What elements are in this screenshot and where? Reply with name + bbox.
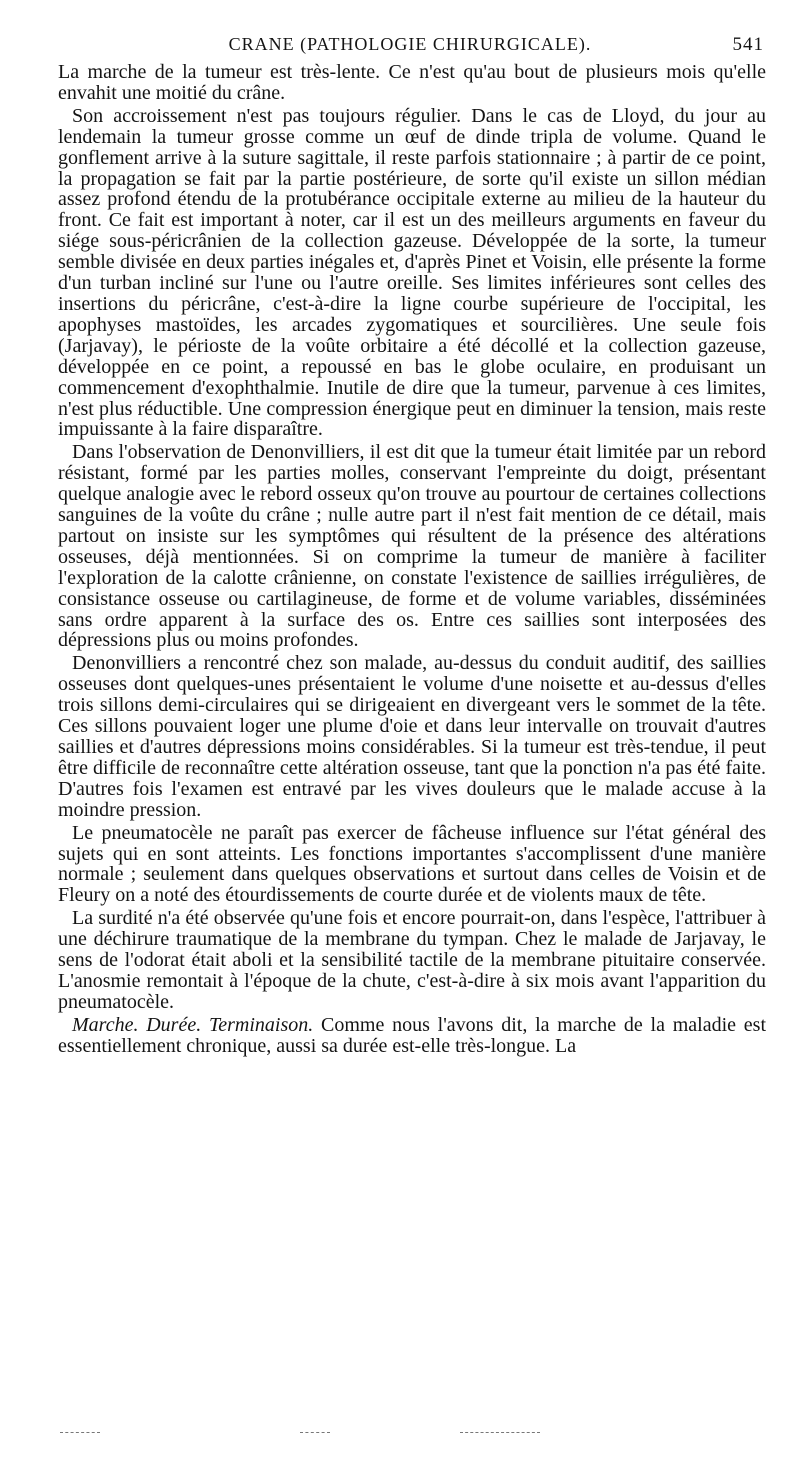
artifact-dash	[460, 1432, 540, 1434]
paragraph-4: Denonvilliers a rencontré chez son malade, au-dessus du conduit auditif, des saillies osseuses dont quelques-unes présentaient le volume d'une noisette et au-dessus d'elles trois sillons demi-circulaires qui se dirigeaient en divergeant vers le sommet de la tête. Ces sillons pouvaient loger une plume d'oie et dans leur intervalle on trouvait d'autres saillies et d'autres dépressions moins considérables. Si la tumeur est très-tendue, il peut être difficile de reconnaître cette altération osseuse, tant que la ponction n'a pas été faite. D'autres fois l'examen est entravé par les vives douleurs que le malade accuse à la moindre pression.	[58, 652, 766, 821]
scan-artifacts	[60, 1432, 760, 1444]
paragraph-6: La surdité n'a été observée qu'une fois et encore pourrait-on, dans l'espèce, l'attribuer à une déchirure traumatique de la membrane du tympan. Chez le malade de Jarjavay, le sens de l'odorat était aboli et la sensibilité tactile de la membrane pituitaire conservée. L'anosmie remontait à l'époque de la chute, c'est-à-dire à six mois avant l'apparition du pneumatocèle.	[58, 907, 766, 1013]
section-text: Comme nous l'avons dit, la marche de la maladie est essentiellement chronique, aussi sa durée est-elle très-longue. La	[58, 1013, 766, 1057]
paragraph-2: Son accroissement n'est pas toujours régulier. Dans le cas de Lloyd, du jour au lendemain la tumeur grosse comme un œuf de dinde tripla de volume. Quand le gonflement arrive à la suture sagittale, il reste parfois stationnaire ; à partir de ce point, la propagation se fait par la partie postérieure, de sorte qu'il existe un sillon médian assez profond étendu de la protubérance occipitale externe au milieu de la hauteur du front. Ce fait est important à noter, car il est un des meilleurs arguments en faveur du siége sous-péricrânien de la collection gazeuse. Développée de la sorte, la tumeur semble divisée en deux parties inégales et, d'après Pinet et Voisin, elle présente la forme d'un turban incliné sur l'une ou l'autre oreille. Ses limites inférieures sont celles des insertions du péricrâne, c'est-à-dire la ligne courbe supérieure de l'occipital, les apophyses mastoïdes, les arcades zygomatiques et sourcilières. Une seule fois (Jarjavay), le périoste de la voûte orbitaire a été décollé et la collection gazeuse, développée en ce point, a repoussé en bas le globe oculaire, en produisant un commencement d'exophthalmie. Inutile de dire que la tumeur, parvenue à ces limites, n'est plus réductible. Une compression énergique peut en diminuer la tension, mais reste impuissante à la faire disparaître.	[58, 104, 766, 441]
page-number: 541	[732, 34, 764, 55]
paragraph-5: Le pneumatocèle ne paraît pas exercer de fâcheuse influence sur l'état général des sujets qui en sont atteints. Les fonctions importantes s'accomplissent d'une manière normale ; seulement dans quelques observations et surtout dans celles de Voisin et de Fleury on a noté des étourdissements de courte durée et de violents maux de tête.	[58, 821, 766, 907]
running-title: CRANE (PATHOLOGIE CHIRURGICALE).	[228, 34, 592, 54]
paragraph-1: La marche de la tumeur est très-lente. Ce n'est qu'au bout de plusieurs mois qu'elle envahit une moitié du crâne.	[58, 61, 766, 104]
artifact-dash	[300, 1432, 330, 1434]
paragraph-7	[58, 1015, 766, 1057]
section-heading: Marche. Durée. Terminaison.	[72, 1013, 314, 1036]
running-header	[56, 30, 764, 60]
artifact-dash	[60, 1432, 100, 1434]
paragraph-3: Dans l'observation de Denonvilliers, il est dit que la tumeur était limitée par un rebord résistant, formé par les parties molles, conservant l'empreinte du doigt, présentant quelque analogie avec le rebord osseux qu'on trouve au pourtour de certaines collections sanguines de la voûte du crâne ; nulle autre part il n'est fait mention de ce détail, mais partout on insiste sur les symptômes qui résultent de la présence des altérations osseuses, déjà mentionnées. Si on comprime la tumeur de manière à faciliter l'exploration de la calotte crânienne, on constate l'existence de saillies irrégulières, de consistance osseuse ou cartilagineuse, de forme et de volume variables, disséminées sans ordre apparent à la surface des os. Entre ces saillies sont interposées des dépressions plus ou moins profondes.	[58, 441, 766, 652]
page-body	[58, 62, 766, 1057]
